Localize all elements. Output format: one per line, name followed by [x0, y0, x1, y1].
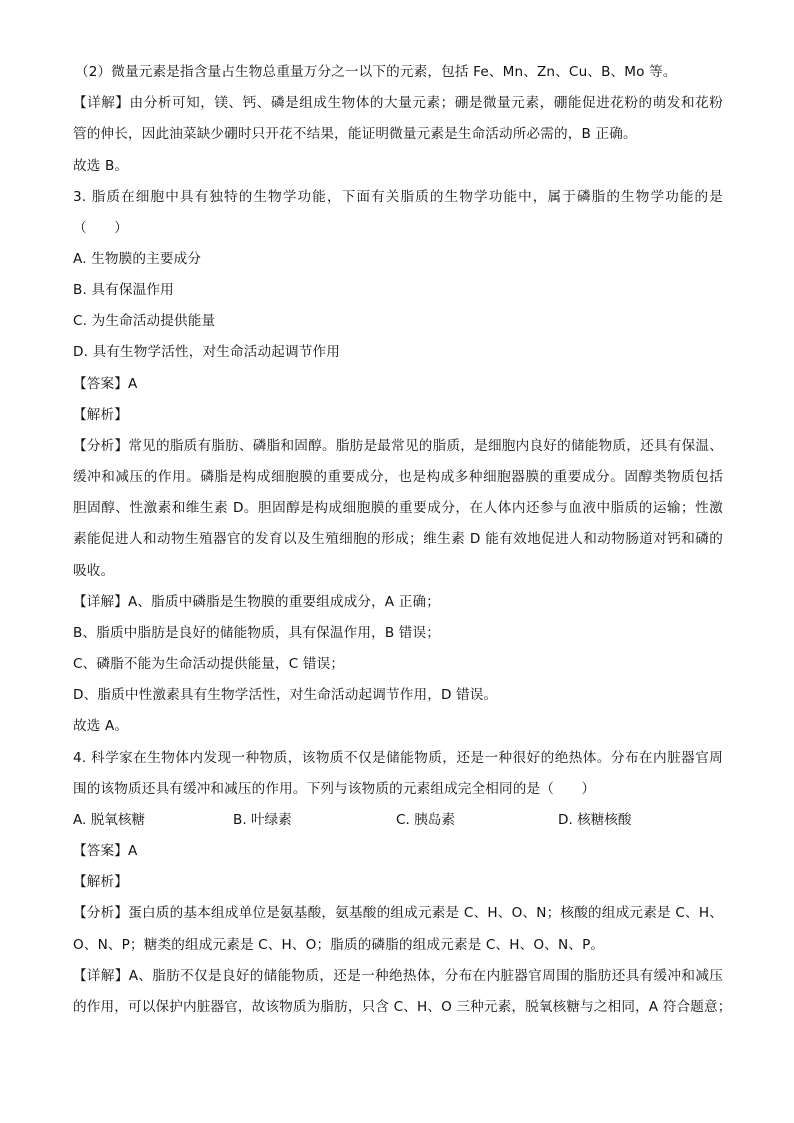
analysis-label: 【解析】 — [73, 874, 128, 890]
analysis-label: 【解析】 — [73, 407, 128, 423]
text-line: 吸收。 — [73, 563, 115, 579]
option-a: A. 脱氧核糖 — [73, 812, 146, 828]
text-line: D、脂质中性激素具有生物学活性，对生命活动起调节作用，D 错误。 — [73, 687, 498, 703]
option-a: A. 生物膜的主要成分 — [73, 251, 202, 267]
text-line: 缓冲和减压的作用。磷脂是构成细胞膜的重要成分，也是构成多种细胞器膜的重要成分。固醇类物质包括 — [73, 469, 723, 485]
text-line: 【分析】常见的脂质有脂肪、磷脂和固醇。脂肪是最常见的脂质，是细胞内良好的储能物质，还具有保温、 — [73, 438, 723, 454]
question-4-stem: 4. 科学家在生物体内发现一种物质，该物质不仅是储能物质，还是一种很好的绝热体。分布在内脏器官周 — [73, 750, 723, 766]
text-line: O、N、P；糖类的组成元素是 C、H、O；脂质的磷脂的组成元素是 C、H、O、N、P。 — [73, 937, 605, 953]
option-d: D. 核糖核酸 — [558, 812, 632, 828]
text-line: 【分析】蛋白质的基本组成单位是氨基酸，氨基酸的组成元素是 C、H、O、N；核酸的组成元素是 C、H、 — [73, 905, 723, 921]
option-b: B. 叶绿素 — [233, 812, 292, 828]
text-line: 胆固醇、性激素和维生素 D。胆固醇是构成细胞膜的重要成分，在人体内还参与血液中脂质的运输；性激 — [73, 500, 723, 516]
option-b: B. 具有保温作用 — [73, 282, 174, 298]
answer-label: 【答案】A — [73, 843, 138, 859]
text-line: 素能促进人和动物生殖器官的发育以及生殖细胞的形成；维生素 D 能有效地促进人和动物肠道对钙和磷的 — [73, 531, 723, 547]
text-line: C、磷脂不能为生命活动提供能量，C 错误； — [73, 656, 345, 672]
option-c: C. 胰岛素 — [396, 812, 455, 828]
text-line: 管的伸长，因此油菜缺少硼时只开花不结果，能证明微量元素是生命活动所必需的，B 正确。 — [73, 126, 637, 142]
text-line: （2）微量元素是指含量占生物总重量万分之一以下的元素，包括 Fe、Mn、Zn、Cu、B、Mo 等。 — [75, 64, 677, 80]
text-line: 【详解】A、脂肪不仅是良好的储能物质，还是一种绝热体，分布在内脏器官周围的脂肪还具有缓冲和减压 — [73, 968, 723, 984]
option-d: D. 具有生物学活性，对生命活动起调节作用 — [73, 344, 340, 360]
text-line: 的作用，可以保护内脏器官，故该物质为脂肪，只含 C、H、O 三种元素，脱氧核糖与之相同，A 符合题意； — [73, 999, 732, 1015]
text-line: B、脂质中脂肪是良好的储能物质，具有保温作用，B 错误； — [73, 625, 441, 641]
text-line: 【详解】A、脂质中磷脂是生物膜的重要组成成分，A 正确； — [73, 594, 440, 610]
question-3-blank: （ ） — [73, 220, 128, 236]
answer-label: 【答案】A — [73, 376, 138, 392]
text-line: 故选 A。 — [73, 718, 129, 734]
question-4-stem: 围的该物质还具有缓冲和减压的作用。下列与该物质的元素组成完全相同的是（ ） — [73, 781, 596, 797]
option-c: C. 为生命活动提供能量 — [73, 313, 216, 329]
text-line: 【详解】由分析可知，镁、钙、磷是组成生物体的大量元素；硼是微量元素，硼能促进花粉的萌发和花粉 — [73, 95, 723, 111]
text-line: 故选 B。 — [73, 158, 129, 174]
question-3-stem: 3. 脂质在细胞中具有独特的生物学功能，下面有关脂质的生物学功能中，属于磷脂的生物学功能的是 — [73, 189, 723, 205]
